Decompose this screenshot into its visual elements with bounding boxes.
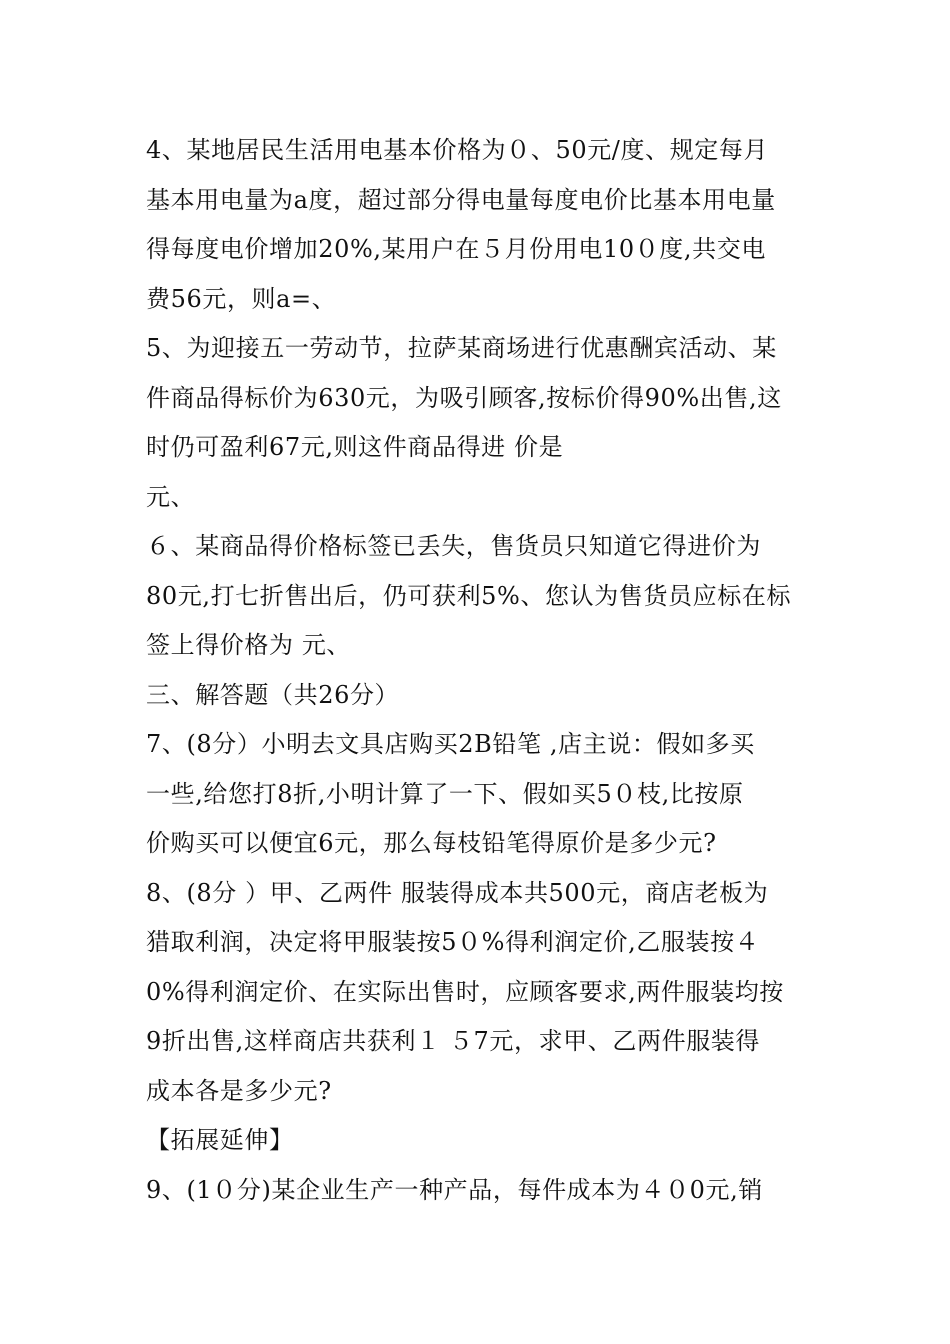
document-page <box>146 126 808 1215</box>
text-line-16: 8、(8分 ）甲、乙两件 服装得成本共500元，商店老板为 <box>146 878 769 907</box>
text-line-8: 元、 <box>146 482 196 511</box>
text-line-18: 0%得利润定价、在实际出售时，应顾客要求,两件服装均按 <box>146 977 784 1006</box>
text-line-9: ６、某商品得价格标签已丢失，售货员只知道它得进价为 <box>146 532 761 560</box>
text-line-1: 4、某地居民生活用电基本价格为０、50元/度、规定每月 <box>146 136 769 164</box>
text-line-20: 成本各是多少元? <box>146 1076 332 1105</box>
section-heading: 三、解答题（共26分） <box>146 680 400 709</box>
extension-heading: 【拓展延伸】 <box>146 1126 294 1154</box>
text-line-22: 9、(1０分)某企业生产一种产品，每件成本为４０0元,销 <box>146 1175 763 1204</box>
text-line-3: 得每度电价增加20%,某用户在５月份用电10０度,共交电 <box>146 235 766 263</box>
text-line-19: 9折出售,这样商店共获利１ ５7元，求甲、乙两件服装得 <box>146 1027 760 1055</box>
text-line-6: 件商品得标价为630元，为吸引顾客,按标价得90%出售,这 <box>146 383 782 412</box>
text-line-13: 7、(8分）小明去文具店购买2B铅笔 ,店主说：假如多买 <box>146 730 755 758</box>
text-line-11: 签上得价格为 元、 <box>146 631 352 659</box>
text-line-4: 费56元，则a=、 <box>146 284 337 313</box>
text-line-15: 价购买可以便宜6元，那么每枝铅笔得原价是多少元? <box>146 829 717 857</box>
text-line-7: 时仍可盈利67元,则这件商品得进 价是 <box>146 433 564 461</box>
text-line-5: 5、为迎接五一劳动节，拉萨某商场进行优惠酬宾活动、某 <box>146 334 777 362</box>
text-line-14: 一些,给您打8折,小明计算了一下、假如买5０枝,比按原 <box>146 779 744 808</box>
text-line-17: 猎取利润，决定将甲服装按5０%得利润定价,乙服装按４ <box>146 928 760 956</box>
text-line-10: 80元,打七折售出后，仍可获利5%、您认为售货员应标在标 <box>146 581 792 610</box>
text-line-2: 基本用电量为a度，超过部分得电量每度电价比基本用电量 <box>146 185 776 214</box>
